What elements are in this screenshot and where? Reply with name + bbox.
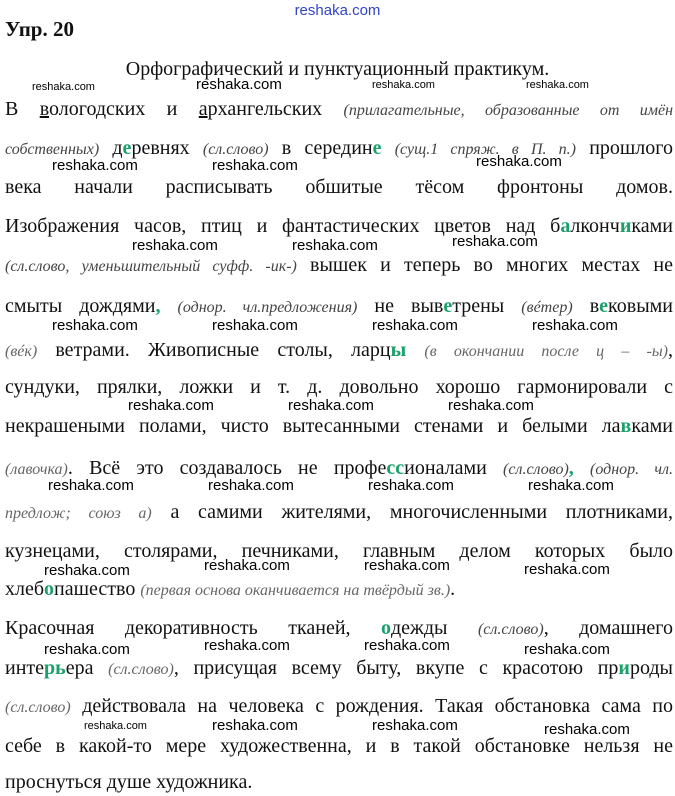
watermark: reshaka.com: [52, 157, 138, 174]
text-line: Красочная декоративность тканей, одежды (сл.слово), домашнего: [5, 617, 674, 639]
text-line: сундуки, прялки, ложки и т. д. довольно хорошо гармонировали с: [5, 376, 673, 398]
watermark: reshaka.com: [372, 717, 458, 734]
text-line: (вéк) ветрами. Живописные столы, ларцы (в окончании после ц – -ы),: [5, 339, 673, 361]
watermark: reshaka.com: [544, 721, 630, 738]
watermark: reshaka.com: [128, 397, 214, 414]
watermark: reshaka.com: [208, 477, 294, 494]
watermark: reshaka.com: [44, 562, 130, 579]
watermark: reshaka.com: [204, 637, 290, 654]
text-line: предлож; союз а) а самими жителями, многочисленными плотниками,: [5, 501, 673, 523]
text-line: (сл.слово) действовала на человека с рождения. Такая обстановка сама по: [5, 695, 673, 717]
watermark: reshaka.com: [372, 79, 435, 91]
text-line: хлебопашество (первая основа оканчивается на твёрдый зв.).: [5, 578, 456, 600]
text-line: Изображения часов, птиц и фантастических цветов над балкончиками: [5, 215, 673, 237]
watermark: reshaka.com: [364, 637, 450, 654]
watermark: reshaka.com: [84, 720, 147, 732]
watermark: reshaka.com: [524, 641, 610, 658]
watermark: reshaka.com: [44, 641, 130, 658]
watermark: reshaka.com: [48, 477, 134, 494]
subtitle: Орфографический и пунктуационный практикум.: [125, 58, 550, 80]
watermark: reshaka.com: [132, 237, 218, 254]
text-line: собственных) деревнях (сл.слово) в середине (сущ.1 спряж. в П. п.) прошлого: [5, 137, 673, 159]
text-line: смыты дождями, (однор. чл.предложения) не выветрены (вéтер) вековыми: [5, 295, 673, 317]
watermark: reshaka.com: [524, 561, 610, 578]
text-line: проснуться душе художника.: [5, 771, 253, 793]
site-watermark-top: reshaka.com: [294, 2, 381, 19]
watermark: reshaka.com: [212, 717, 298, 734]
watermark: reshaka.com: [448, 397, 534, 414]
text-line: себе в какой-то мере художественна, и в такой обстановке нельзя не: [5, 735, 673, 757]
watermark: reshaka.com: [528, 477, 614, 494]
watermark: reshaka.com: [372, 317, 458, 334]
text-line: интерьера (сл.слово), присущая всему быту, вкупе с красотою природы: [5, 657, 673, 679]
watermark: reshaka.com: [32, 81, 95, 93]
exercise-title: Упр. 20: [5, 17, 74, 41]
watermark: reshaka.com: [364, 557, 450, 574]
watermark: reshaka.com: [212, 317, 298, 334]
watermark: reshaka.com: [196, 76, 282, 93]
text-line: некрашеными полами, чисто вытесанными стенами и белыми лавками: [5, 415, 673, 437]
watermark: reshaka.com: [288, 397, 374, 414]
watermark: reshaka.com: [212, 157, 298, 174]
watermark: reshaka.com: [532, 317, 618, 334]
watermark: reshaka.com: [476, 153, 562, 170]
watermark: reshaka.com: [292, 237, 378, 254]
text-line: кузнецами, столярами, печниками, главным делом которых было: [5, 540, 673, 562]
watermark: reshaka.com: [452, 233, 538, 250]
text-line: (сл.слово, уменьшительный суфф. -ик-) вышек и теперь во многих местах не: [5, 254, 673, 276]
text-line: (лавочка). Всё это создавалось не профессионалами (сл.слово), (однор. чл.: [5, 457, 673, 479]
watermark: reshaka.com: [526, 79, 589, 91]
watermark: reshaka.com: [368, 477, 454, 494]
watermark: reshaka.com: [52, 317, 138, 334]
text-line: В вологодских и архангельских (прилагательные, образованные от имён: [5, 98, 674, 120]
watermark: reshaka.com: [204, 557, 290, 574]
text-line: века начали расписывать обшитые тёсом фронтоны домов.: [5, 176, 673, 198]
